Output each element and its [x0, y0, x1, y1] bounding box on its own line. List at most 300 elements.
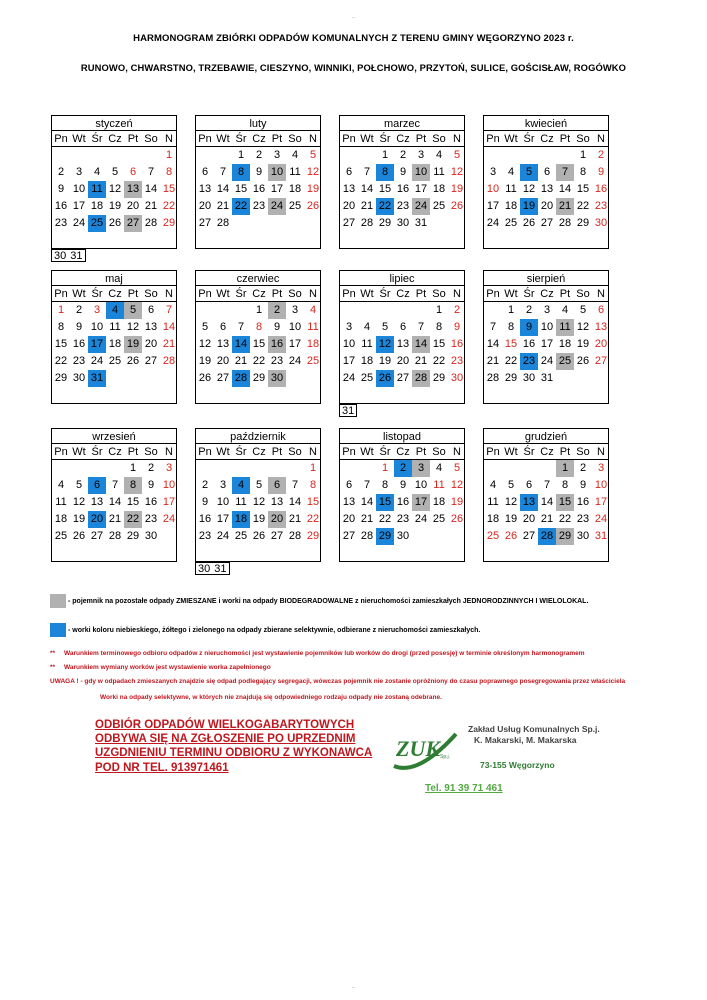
legend-blue — [50, 623, 480, 637]
day-cell: 22 — [252, 355, 266, 367]
day-cell: 30 — [144, 530, 158, 542]
company-name: Zakład Usług Komunalnych Sp.j. — [468, 724, 600, 734]
day-cell: 5 — [381, 321, 389, 333]
day-cell: 9 — [255, 166, 263, 178]
day-cell: 6 — [219, 321, 227, 333]
day-cell: 20 — [342, 513, 356, 525]
day-cell: 9 — [399, 166, 407, 178]
day-cell: 21 — [360, 513, 374, 525]
day-cell: 24 — [412, 198, 430, 215]
day-cell: 15 — [126, 496, 140, 508]
day-cell: 29 — [432, 372, 446, 384]
day-cell: 23 — [576, 513, 590, 525]
day-cell: 29 — [378, 217, 392, 229]
day-cell: 20 — [342, 200, 356, 212]
days-grid — [51, 147, 177, 249]
weekday-label: So — [432, 133, 446, 145]
day-cell: 14 — [108, 496, 122, 508]
weekday-label: So — [288, 133, 302, 145]
weekday-label: Cz — [396, 446, 410, 458]
weekday-label: Pt — [415, 288, 427, 300]
logo-suffix: Sp.j. — [440, 754, 451, 760]
weekday-label: Śr — [379, 133, 391, 145]
weekday-label: So — [144, 133, 158, 145]
day-cell: 17 — [216, 513, 230, 525]
weekday-label: N — [309, 288, 317, 300]
weekday-label: Śr — [379, 446, 391, 458]
day-cell: 18 — [108, 338, 122, 350]
day-cell: 16 — [144, 496, 158, 508]
weekday-header — [339, 286, 465, 302]
days-grid — [195, 147, 321, 249]
day-cell: 2 — [201, 479, 209, 491]
weekday-label: Cz — [108, 133, 122, 145]
day-cell: 7 — [556, 164, 574, 181]
weekday-header — [339, 444, 465, 460]
weekday-label: Wt — [72, 288, 86, 300]
weekday-label: Pt — [127, 288, 139, 300]
day-cell: 11 — [307, 321, 319, 333]
month-3 — [339, 115, 465, 249]
note-1: Warunkiem terminowego odbioru odpadów z nieruchomości jest wystawienie pojemników lub worków do drogi (przed posesję) w terminie określonym harmonogramem — [64, 650, 585, 657]
day-cell: 13 — [396, 338, 410, 350]
day-cell: 29 — [162, 217, 176, 229]
day-cell: 7 — [363, 166, 371, 178]
day-cell: 5 — [507, 479, 515, 491]
day-cell: 16 — [594, 183, 608, 195]
weekday-label: Cz — [252, 446, 266, 458]
day-cell: 19 — [198, 355, 212, 367]
day-cell: 23 — [396, 513, 410, 525]
weekday-label: N — [165, 446, 173, 458]
day-cell: 25 — [306, 355, 320, 367]
month-2 — [195, 115, 321, 249]
weekday-label: Wt — [360, 446, 374, 458]
month-name: lipiec — [339, 270, 465, 286]
empty-cell — [268, 460, 286, 477]
month-name: styczeń — [51, 115, 177, 131]
weekday-label: Cz — [540, 446, 554, 458]
day-cell: 29 — [126, 530, 140, 542]
day-cell: 14 — [232, 336, 250, 353]
day-cell: 2 — [525, 304, 533, 316]
day-cell: 27 — [594, 355, 608, 367]
day-cell: 4 — [561, 304, 569, 316]
day-cell: 28 — [232, 370, 250, 387]
day-cell: 13 — [198, 183, 212, 195]
days-grid — [195, 302, 321, 404]
day-cell: 3 — [75, 166, 83, 178]
day-cell: 5 — [453, 149, 461, 161]
day-cell: 1 — [255, 304, 263, 316]
weekday-label: Cz — [540, 133, 554, 145]
day-cell: 5 — [75, 479, 83, 491]
weekday-label: Śr — [379, 288, 391, 300]
month-name: wrzesień — [51, 428, 177, 444]
day-cell: 6 — [88, 477, 106, 494]
day-cell: 10 — [268, 164, 286, 181]
weekday-label: Wt — [216, 446, 230, 458]
day-cell: 24 — [414, 513, 428, 525]
day-cell: 5 — [201, 321, 209, 333]
day-cell: 17 — [162, 496, 176, 508]
day-cell: 20 — [88, 511, 106, 528]
day-cell: 12 — [522, 183, 536, 195]
empty-cell — [520, 460, 538, 477]
empty-cell — [232, 302, 250, 319]
day-cell: 11 — [235, 496, 247, 508]
empty-cell — [52, 147, 70, 164]
company-name-block — [468, 724, 600, 746]
day-cell: 13 — [270, 496, 284, 508]
month-10 — [195, 428, 321, 562]
note-2-mark: ** — [50, 664, 56, 671]
day-cell: 22 — [54, 355, 68, 367]
weekday-label: Wt — [72, 133, 86, 145]
day-cell: 26 — [72, 530, 86, 542]
day-cell: 4 — [106, 302, 124, 319]
day-cell: 1 — [129, 462, 137, 474]
weekday-label: Cz — [252, 133, 266, 145]
day-cell: 2 — [147, 462, 155, 474]
legend-blue-text: - worki koloru niebieskiego, żółtego i zielonego na odpady zbierane selektywnie, odbierane z nieruchomości zamieszkałych. — [68, 626, 481, 634]
day-cell: 18 — [232, 511, 250, 528]
day-cell: 23 — [594, 200, 608, 212]
day-cell: 12 — [576, 321, 590, 333]
weekday-label: N — [453, 288, 461, 300]
day-cell: 22 — [432, 355, 446, 367]
day-cell: 1 — [165, 149, 173, 161]
blue-swatch — [50, 623, 66, 637]
day-cell: 20 — [198, 200, 212, 212]
day-cell: 3 — [417, 149, 425, 161]
day-cell: 12 — [306, 166, 320, 178]
weekday-header — [51, 444, 177, 460]
company-phone-link[interactable]: Tel. 91 39 71 461 — [425, 783, 503, 794]
weekday-label: Śr — [91, 446, 103, 458]
day-cell: 14 — [216, 183, 230, 195]
day-cell: 23 — [270, 355, 284, 367]
days-grid — [339, 302, 465, 404]
day-cell: 19 — [124, 336, 142, 353]
day-cell: 27 — [216, 372, 230, 384]
day-cell: 21 — [288, 513, 302, 525]
empty-cell — [358, 460, 376, 477]
day-cell: 5 — [309, 149, 317, 161]
day-cell: 22 — [504, 355, 518, 367]
day-cell: 9 — [520, 319, 538, 336]
weekday-label: Pt — [127, 133, 139, 145]
day-cell: 28 — [288, 530, 302, 542]
day-cell: 28 — [144, 217, 158, 229]
bulky-line-1: ODBIÓR ODPADÓW WIELKOGABARYTOWYCH — [95, 719, 355, 731]
day-cell: 10 — [90, 321, 104, 333]
day-cell: 30 — [268, 370, 286, 387]
day-cell: 2 — [268, 302, 286, 319]
day-cell: 15 — [556, 494, 574, 511]
day-cell: 30 — [594, 217, 608, 229]
day-cell: 28 — [538, 528, 556, 545]
weekday-label: Cz — [252, 288, 266, 300]
day-cell: 13 — [342, 183, 356, 195]
weekday-label: So — [432, 288, 446, 300]
weekday-label: N — [309, 133, 317, 145]
day-cell: 16 — [522, 338, 536, 350]
day-cell: 6 — [543, 166, 551, 178]
day-cell: 28 — [558, 217, 572, 229]
day-cell: 19 — [306, 183, 320, 195]
weekday-label: Pn — [486, 288, 500, 300]
day-cell: 9 — [579, 479, 587, 491]
day-cell: 16 — [396, 183, 410, 195]
weekday-label: Pn — [486, 446, 500, 458]
day-cell: 24 — [216, 530, 230, 542]
weekday-label: Pn — [54, 133, 68, 145]
day-cell: 20 — [540, 200, 554, 212]
day-cell: 16 — [72, 338, 86, 350]
weekday-label: Cz — [108, 288, 122, 300]
day-cell: 26 — [504, 530, 518, 542]
weekday-header — [339, 131, 465, 147]
day-cell: 5 — [453, 462, 461, 474]
weekday-label: Pn — [486, 133, 500, 145]
day-cell: 20 — [594, 338, 608, 350]
day-cell: 16 — [450, 338, 464, 350]
day-cell: 1 — [435, 304, 443, 316]
month-name: luty — [195, 115, 321, 131]
day-cell: 3 — [165, 462, 173, 474]
day-cell: 6 — [525, 479, 533, 491]
day-cell: 20 — [216, 355, 230, 367]
day-cell: 28 — [412, 370, 430, 387]
day-cell: 18 — [360, 355, 374, 367]
day-cell: 6 — [597, 304, 605, 316]
day-cell: 18 — [486, 513, 500, 525]
month-name: kwiecień — [483, 115, 609, 131]
day-cell: 2 — [453, 304, 461, 316]
days-grid — [51, 460, 177, 562]
day-cell: 7 — [111, 479, 119, 491]
day-cell: 26 — [376, 370, 394, 387]
company-logo — [388, 720, 603, 780]
day-cell: 15 — [432, 338, 446, 350]
day-cell: 7 — [363, 479, 371, 491]
day-cell: 12 — [72, 496, 86, 508]
day-cell: 13 — [342, 496, 356, 508]
zuk-logo-icon — [388, 726, 460, 776]
day-cell: 6 — [201, 166, 209, 178]
day-cell: 7 — [237, 321, 245, 333]
day-cell: 21 — [540, 513, 554, 525]
weekday-label: Pt — [271, 288, 283, 300]
day-cell: 19 — [378, 355, 392, 367]
month-name: listopad — [339, 428, 465, 444]
day-cell: 11 — [109, 321, 121, 333]
weekday-label: Śr — [235, 288, 247, 300]
day-cell: 9 — [201, 496, 209, 508]
day-cell: 16 — [252, 183, 266, 195]
day-cell: 23 — [54, 217, 68, 229]
day-cell: 8 — [507, 321, 515, 333]
day-cell: 14 — [360, 496, 374, 508]
month-1 — [51, 115, 177, 249]
day-cell: 25 — [54, 530, 68, 542]
day-cell: 15 — [162, 183, 176, 195]
day-cell: 4 — [489, 479, 497, 491]
day-cell: 25 — [88, 215, 106, 232]
day-cell: 30 — [72, 372, 86, 384]
day-cell: 4 — [507, 166, 515, 178]
day-cell: 23 — [144, 513, 158, 525]
note-3: UWAGA ! - gdy w odpadach zmieszanych znajdzie się odpad podlegający segregacji, wówczas pojemnik nie zostanie opróżniony do czasu poprawnego posegregowania przez właściciela — [50, 678, 626, 685]
day-cell: 27 — [342, 217, 356, 229]
day-cell: 30 — [198, 563, 211, 575]
empty-cell — [250, 460, 268, 477]
month-4 — [483, 115, 609, 249]
weekday-label: Cz — [540, 288, 554, 300]
day-cell: 21 — [108, 513, 122, 525]
day-cell: 19 — [108, 200, 122, 212]
day-cell: 17 — [540, 338, 554, 350]
day-cell: 25 — [486, 530, 500, 542]
day-cell: 31 — [594, 530, 608, 542]
day-cell: 12 — [450, 479, 464, 491]
day-cell: 9 — [57, 183, 65, 195]
day-cell: 20 — [268, 511, 286, 528]
day-cell: 8 — [435, 321, 443, 333]
weekday-label: Pn — [342, 446, 356, 458]
day-cell: 27 — [198, 217, 212, 229]
day-cell: 13 — [124, 181, 142, 198]
month-7 — [339, 270, 465, 404]
legend-gray-text: - pojemnik na pozostałe odpady ZMIESZANE i worki na odpady BIODEGRADOWALNE z nieruchomości zamieszkałych JEDNORODZINNYCH I WIELOLOKAL. — [68, 597, 589, 605]
empty-cell — [484, 147, 502, 164]
day-cell: 31 — [342, 405, 355, 417]
weekday-label: N — [597, 288, 605, 300]
day-cell: 22 — [306, 513, 320, 525]
empty-cell — [196, 460, 214, 477]
day-cell: 6 — [399, 321, 407, 333]
day-cell: 3 — [291, 304, 299, 316]
overflow-days — [339, 404, 357, 417]
day-cell: 26 — [198, 372, 212, 384]
day-cell: 21 — [360, 200, 374, 212]
day-cell: 15 — [252, 338, 266, 350]
day-cell: 18 — [54, 513, 68, 525]
day-cell: 27 — [124, 215, 142, 232]
empty-cell — [214, 147, 232, 164]
empty-cell — [340, 147, 358, 164]
weekday-label: N — [597, 446, 605, 458]
day-cell: 1 — [237, 149, 245, 161]
day-cell: 9 — [399, 479, 407, 491]
weekday-label: Wt — [504, 133, 518, 145]
day-cell: 12 — [252, 496, 266, 508]
day-cell: 7 — [489, 321, 497, 333]
month-name: październik — [195, 428, 321, 444]
day-cell: 6 — [345, 479, 353, 491]
day-cell: 11 — [88, 181, 106, 198]
day-cell: 27 — [342, 530, 356, 542]
weekday-label: Śr — [235, 133, 247, 145]
day-cell: 17 — [412, 494, 430, 511]
day-cell: 29 — [576, 217, 590, 229]
company-owners: K. Makarski, M. Makarska — [474, 735, 577, 745]
day-cell: 30 — [576, 530, 590, 542]
weekday-label: Pt — [271, 446, 283, 458]
weekday-label: So — [288, 446, 302, 458]
empty-cell — [196, 302, 214, 319]
day-cell: 18 — [306, 338, 320, 350]
weekday-header — [195, 444, 321, 460]
month-name: marzec — [339, 115, 465, 131]
bottom-mark: .. — [352, 984, 355, 990]
day-cell: 31 — [88, 370, 106, 387]
day-cell: 3 — [412, 460, 430, 477]
day-cell: 26 — [450, 200, 464, 212]
day-cell: 17 — [270, 183, 284, 195]
empty-cell — [520, 147, 538, 164]
weekday-label: Śr — [523, 133, 535, 145]
day-cell: 29 — [376, 528, 394, 545]
weekday-label: So — [288, 288, 302, 300]
weekday-label: Wt — [360, 133, 374, 145]
day-cell: 25 — [556, 353, 574, 370]
day-cell: 31 — [540, 372, 554, 384]
day-cell: 16 — [576, 496, 590, 508]
overflow-days — [195, 562, 230, 575]
empty-cell — [358, 302, 376, 319]
empty-cell — [88, 460, 106, 477]
weekday-label: Pt — [127, 446, 139, 458]
day-cell: 14 — [144, 183, 158, 195]
day-cell: 8 — [579, 166, 587, 178]
day-cell: 18 — [90, 200, 104, 212]
day-cell: 24 — [594, 513, 608, 525]
day-cell: 7 — [291, 479, 299, 491]
day-cell: 19 — [504, 513, 518, 525]
day-cell: 19 — [450, 183, 464, 195]
weekday-header — [195, 131, 321, 147]
weekday-label: Wt — [216, 288, 230, 300]
day-cell: 18 — [432, 183, 446, 195]
day-cell: 29 — [504, 372, 518, 384]
day-cell: 12 — [198, 338, 212, 350]
day-cell: 1 — [579, 149, 587, 161]
day-cell: 19 — [450, 496, 464, 508]
day-cell: 30 — [522, 372, 536, 384]
day-cell: 5 — [579, 304, 587, 316]
weekday-label: Pt — [559, 446, 571, 458]
day-cell: 10 — [216, 496, 230, 508]
day-cell: 24 — [486, 217, 500, 229]
month-9 — [51, 428, 177, 562]
day-cell: 2 — [394, 460, 412, 477]
day-cell: 3 — [93, 304, 101, 316]
day-cell: 9 — [75, 321, 83, 333]
day-cell: 21 — [556, 198, 574, 215]
day-cell: 16 — [396, 496, 410, 508]
day-cell: 4 — [57, 479, 65, 491]
day-cell: 10 — [162, 479, 176, 491]
day-cell: 24 — [268, 198, 286, 215]
days-grid — [483, 460, 609, 562]
weekday-label: Cz — [396, 288, 410, 300]
bulky-waste-notice — [95, 718, 372, 775]
day-cell: 11 — [361, 338, 373, 350]
day-cell: 18 — [504, 200, 518, 212]
bulky-line-2: ODBYWA SIĘ NA ZGŁOSZENIE PO UPRZEDNIM — [95, 733, 356, 746]
